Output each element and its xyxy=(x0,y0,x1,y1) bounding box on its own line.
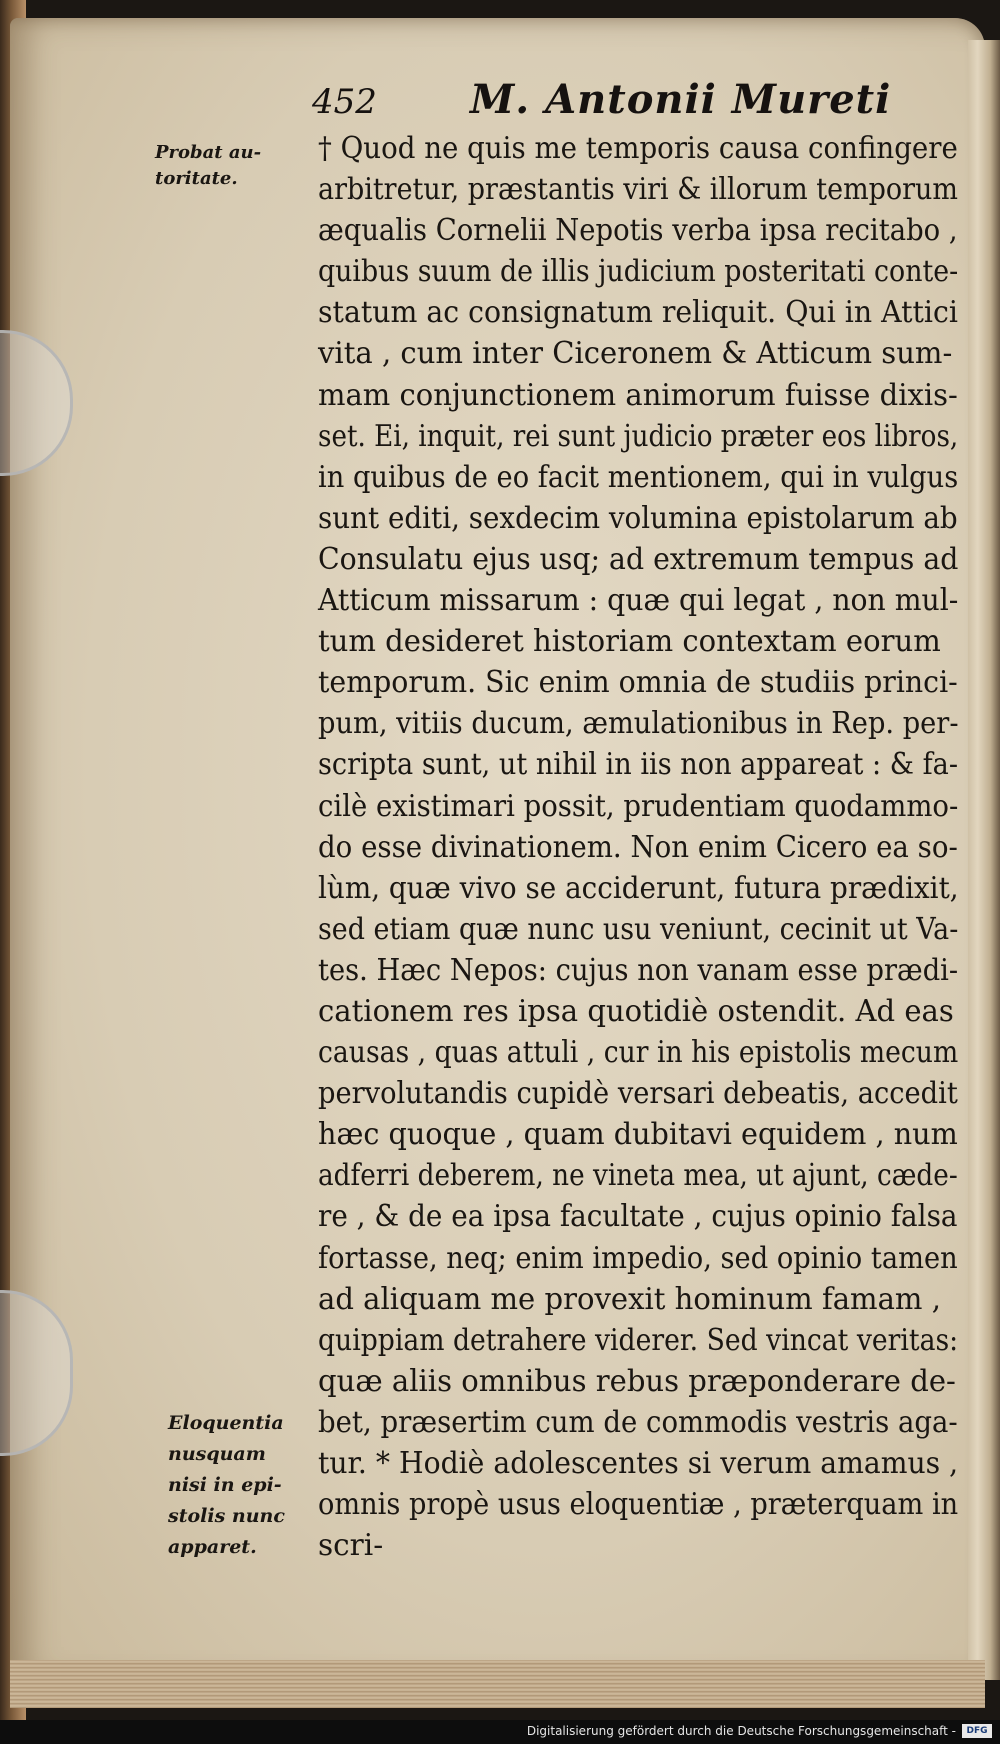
dfg-logo: DFG xyxy=(962,1724,992,1738)
text-line: cilè existimari possit, prudentiam quodammo- xyxy=(318,788,959,823)
text-line: arbitretur, præstantis viri & illorum temporum xyxy=(318,172,958,207)
page-edges-bottom xyxy=(10,1660,985,1708)
text-line: adferri deberem, ne vineta mea, ut ajunt, cæde- xyxy=(318,1158,958,1193)
text-line: tes. Hæc Nepos: cujus non vanam esse prædi- xyxy=(318,952,959,987)
text-line: omnis propè usus eloquentiæ , præterquam in xyxy=(318,1487,959,1522)
body-text xyxy=(318,128,968,1566)
text-line: quibus suum de illis judicium posteritati conte- xyxy=(318,254,959,289)
text-line: mam conjunctionem animorum fuisse dixis- xyxy=(318,377,958,412)
text-line: tur. * Hodiè adolescentes si verum amamus , xyxy=(318,1446,959,1480)
margin-note-line: toritate. xyxy=(155,168,238,189)
text-line: æqualis Cornelii Nepotis verba ipsa recitabo , xyxy=(318,213,958,248)
text-line: re , & de ea ipsa facultate , cujus opinio falsa xyxy=(318,1199,958,1234)
margin-note-line: Probat au- xyxy=(155,142,262,163)
text-line: statum ac consignatum reliquit. Qui in Attici xyxy=(318,295,958,330)
text-line: scri- xyxy=(318,1528,384,1563)
margin-note-line: apparet. xyxy=(168,1536,257,1558)
text-line: bet, præsertim cum de commodis vestris aga- xyxy=(318,1404,958,1439)
text-line: sed etiam quæ nunc usu veniunt, cecinit ut Va- xyxy=(318,911,959,946)
text-line: quæ aliis omnibus rebus præponderare de- xyxy=(318,1363,956,1398)
footer-credit-text: Digitalisierung gefördert durch die Deutsche Forschungsgemeinschaft - xyxy=(526,1724,956,1738)
margin-note-line: Eloquentia xyxy=(168,1412,284,1434)
page-number: 452 xyxy=(312,82,377,122)
text-line: quippiam detrahere viderer. Sed vincat veritas: xyxy=(318,1322,959,1357)
margin-note-2 xyxy=(168,1408,285,1563)
page-edges-right xyxy=(968,40,1000,1680)
text-line: in quibus de eo facit mentionem, qui in vulgus xyxy=(318,459,959,494)
margin-note-1 xyxy=(155,140,261,192)
text-line: causas , quas attuli , cur in his epistolis mecum xyxy=(318,1035,959,1070)
text-line: † Quod ne quis me temporis causa confingere xyxy=(318,131,958,165)
text-line: ad aliquam me provexit hominum famam , xyxy=(318,1281,941,1316)
text-line: scripta sunt, ut nihil in iis non appareat : & fa- xyxy=(318,747,959,782)
running-head: M. Antonii Mureti xyxy=(470,76,892,123)
text-line: fortasse, neq; enim impedio, sed opinio tamen xyxy=(318,1240,958,1275)
text-line: tum desideret historiam contextam eorum xyxy=(318,624,941,659)
text-line: hæc quoque , quam dubitavi equidem , num xyxy=(318,1117,958,1152)
text-line: temporum. Sic enim omnia de studiis princi- xyxy=(318,665,958,700)
margin-note-line: stolis nunc xyxy=(168,1505,285,1527)
margin-note-line: nisi in epi- xyxy=(168,1474,282,1496)
text-line: cationem res ipsa quotidiè ostendit. Ad eas xyxy=(318,993,954,1028)
text-line: pum, vitiis ducum, æmulationibus in Rep. per- xyxy=(318,706,959,741)
text-line: Atticum missarum : quæ qui legat , non mul- xyxy=(318,583,959,618)
text-line: sunt editi, sexdecim volumina epistolarum ab xyxy=(318,500,958,535)
text-line: set. Ei, inquit, rei sunt judicio præter eos libros, xyxy=(318,418,959,453)
text-line: vita , cum inter Ciceronem & Atticum sum- xyxy=(318,336,953,371)
text-line: Consulatu ejus usq; ad extremum tempus ad xyxy=(318,541,959,576)
text-line: lùm, quæ vivo se acciderunt, futura prædixit, xyxy=(318,870,959,905)
text-line: pervolutandis cupidè versari debeatis, accedit xyxy=(318,1076,958,1111)
text-line: do esse divinationem. Non enim Cicero ea so- xyxy=(318,829,958,864)
margin-note-line: nusquam xyxy=(168,1443,266,1465)
